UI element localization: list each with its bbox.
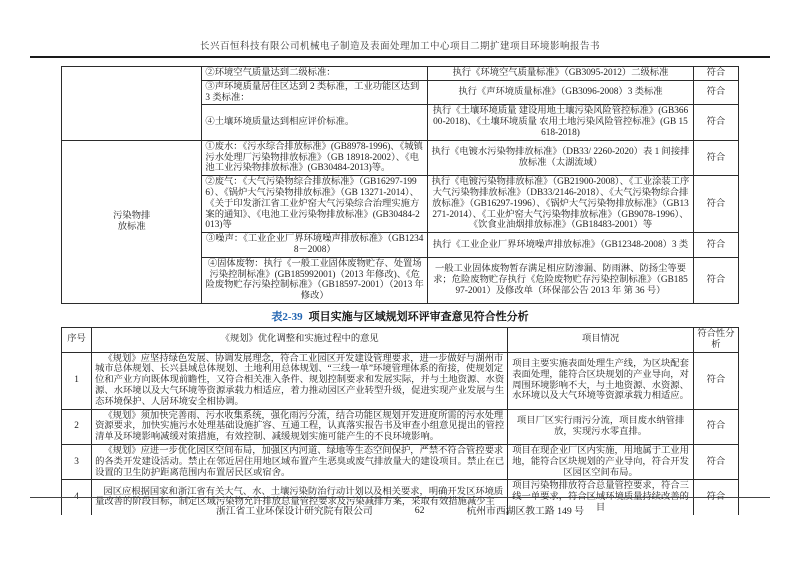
table-row (62, 409, 739, 444)
review-opinion-table (61, 327, 739, 515)
criterion-cell: ④土壤环境质量达到相应评价标准。 (202, 105, 428, 140)
table-row (62, 67, 739, 81)
conformity-cell: 符合 (693, 480, 738, 515)
criterion-cell: ③噪声：《工业企业厂界环境噪声排放标准》（GB12348－2008） (202, 233, 428, 258)
criterion-cell: ②废气：《大气污染物综合排放标准》（GB16297-1996）、《锅炉大气污染物排放标准》（GB 13271-2014）、《关于印发浙江省工业炉窑大气污染综合治理实施方案的通知》、《电池工业污染物排放标准》(GB30484-2013)等 (202, 176, 428, 233)
implementation-cell: 执行《环境空气质量标准》（GB3095-2012）二级标准 (428, 67, 694, 81)
implementation-cell: 执行《土壤环境质量 建设用地土壤污染风险管控标准》(GB36600-2018)、《土壤环境质量 农用土地污染风险管控标准》(GB 15618-2018) (428, 105, 694, 140)
row-number-cell: 3 (62, 444, 92, 479)
criterion-cell: ④固体废物：执行《一般工业固体废物贮存、处置场污染控制标准》(GB185992001)（2013 年修改)、《危险废物贮存污染控制标准》（GB18597-2001）（2013 年修改） (202, 257, 428, 303)
column-header-no: 序号 (62, 327, 92, 352)
page-footer (0, 503, 800, 517)
conformity-cell: 符合 (693, 176, 738, 233)
column-header-conformity: 符合性分析 (693, 327, 738, 352)
header-title: 长兴百恒科技有限公司机械电子制造及表面处理加工中心项目二期扩建项目环境影响报告书 (199, 42, 600, 52)
situation-cell: 项目污染物排放符合总量管控要求，符合三线一单要求，符合区域环境质量持续改善的目 (508, 480, 694, 515)
situation-cell: 项目主要实施表面处理生产线，为区块配套表面处理，能符合区块规划的产业导向，对周围环境影响不大，与土地资源、水资源、水环境以及大气环境等资源承载力相适应。 (508, 352, 694, 409)
table-row (62, 444, 739, 479)
opinion-cell: 《规划》须加快完善雨、污水收集系统，强化雨污分流，结合功能区规划开发进度所需的污水处理资源要求，加快实施污水处理基础设施扩容、互通工程，认真落实报告书及审查小组意见提出的管控清单及环境影响减缓对策措施，有效控制、减缓规划实施可能产生的不良环境影响。 (92, 409, 508, 444)
table-caption-title: 项目实施与区域规划环评审查意见符合性分析 (308, 310, 529, 323)
table-row (62, 352, 739, 409)
opinion-cell: 《规划》应坚持绿色发展、协调发展理念，符合工业园区开发建设管理要求，进一步做好与湖州市城市总体规划、长兴县域总体规划、土地利用总体规划、“三线一单”环境管理体系的衔接，使规划定位和产业方向既体现前瞻性，又符合相关准入条件、规划控制要求和发展实际，并与土地资源、水资源、水环境以及大气环境等资源承载力相适应，着力推动园区产业转型升级，促进实现产业发展与生态环境保护、人居环境安全相协调。 (92, 352, 508, 409)
page-content (61, 66, 739, 515)
conformity-cell: 符合 (693, 80, 738, 105)
conformity-cell: 符合 (693, 105, 738, 140)
conformity-cell: 符合 (693, 444, 738, 479)
table-caption-number: 表2-39 (271, 310, 303, 323)
column-header-opinion: 《规划》优化调整和实施过程中的意见 (92, 327, 508, 352)
implementation-cell: 执行《声环境质量标准》（GB3096-2008）3 类标准 (428, 80, 694, 105)
header-rule (30, 56, 770, 58)
conformity-cell: 符合 (693, 257, 738, 303)
conformity-cell: 符合 (693, 409, 738, 444)
situation-cell: 项目在现企业厂区内实施，用地属于工业用地，能符合区块规划的产业导向，符合开发区园区空间布局。 (508, 444, 694, 479)
situation-cell: 项目厂区实行雨污分流，项目废水纳管排放，实现污水零直排。 (508, 409, 694, 444)
row-number-cell: 1 (62, 352, 92, 409)
conformity-cell: 符合 (693, 140, 738, 175)
criterion-cell: ②环境空气质量达到二级标准： (202, 67, 428, 81)
opinion-cell: 园区应根据国家和浙江省有关大气、水、土壤污染防治行动计划以及相关要求，明确开发区环境质量改善的阶段目标，制定区域污染物允许排放总量管控要求及污染减排方案，采取有效措施减少主 (92, 480, 508, 515)
implementation-cell: 执行《电镀水污染物排放标准》（DB33/ 2260-2020）表 1 间接排放标准（太湖流域） (428, 140, 694, 175)
row-number-cell: 2 (62, 409, 92, 444)
category-label: 污染物排放标准 (113, 211, 151, 232)
column-header-situation: 项目情况 (508, 327, 694, 352)
criterion-cell: ①废水：《污水综合排放标准》(GB8978-1996)、《城镇污水处理厂污染物排放标准》（GB 18918-2002）、《电池工业污染物排放标准》(GB30484-2013)等。 (202, 140, 428, 175)
opinion-cell: 《规划》应进一步优化园区空间布局，加强区内河道、绿地等生态空间保护，严禁不符合管控要求的各类开发建设活动。禁止在邻近居住用地区域布置产生恶臭或废气排放量大的建设项目。禁止在已设置的卫生防护距离范围内布置居民区或宿舍。 (92, 444, 508, 479)
pollutant-standards-table (61, 66, 739, 304)
category-cell-empty (62, 67, 202, 141)
conformity-cell: 符合 (693, 352, 738, 409)
footer-company: 浙江省工业环保设计研究院有限公司 (215, 506, 373, 517)
footer-address: 杭州市西湖区教工路 149 号 (466, 506, 585, 517)
conformity-cell: 符合 (693, 67, 738, 81)
table-header-row (62, 327, 739, 352)
table-caption (61, 308, 739, 324)
table-row (62, 140, 739, 175)
criterion-cell: ③声环境质量居住区达到 2 类标准，工业功能区达到 3 类标准： (202, 80, 428, 105)
category-cell-pollutant-standards (62, 140, 202, 303)
implementation-cell: 执行《工业企业厂界环境噪声排放标准》（GB12348-2008）3 类 (428, 233, 694, 258)
row-number-cell: 4 (62, 480, 92, 515)
implementation-cell: 一般工业固体废物暂存满足相应防渗漏、防雨淋、防扬尘等要求；危险废物贮存执行《危险废物贮存污染控制标准》（GB18597-2001）及修改单（环保部公告 2013 年 第 36 号） (428, 257, 694, 303)
footer-rule (30, 497, 770, 498)
conformity-cell: 符合 (693, 233, 738, 258)
page-number: 62 (414, 504, 425, 516)
implementation-cell: 执行《电镀污染物排放标准》（GB21900-2008）、《工业涂装工序大气污染物排放标准》（DB33/2146-2018）、《大气污染物综合排放标准》（GB16297-1996）、《锅炉大气污染物排放标准》（GB13271-2014）、《工业炉窑大气污染物排放标准》（GB9078-1996）、《饮食业油烟排放标准》（GB18483-2001）等 (428, 176, 694, 233)
